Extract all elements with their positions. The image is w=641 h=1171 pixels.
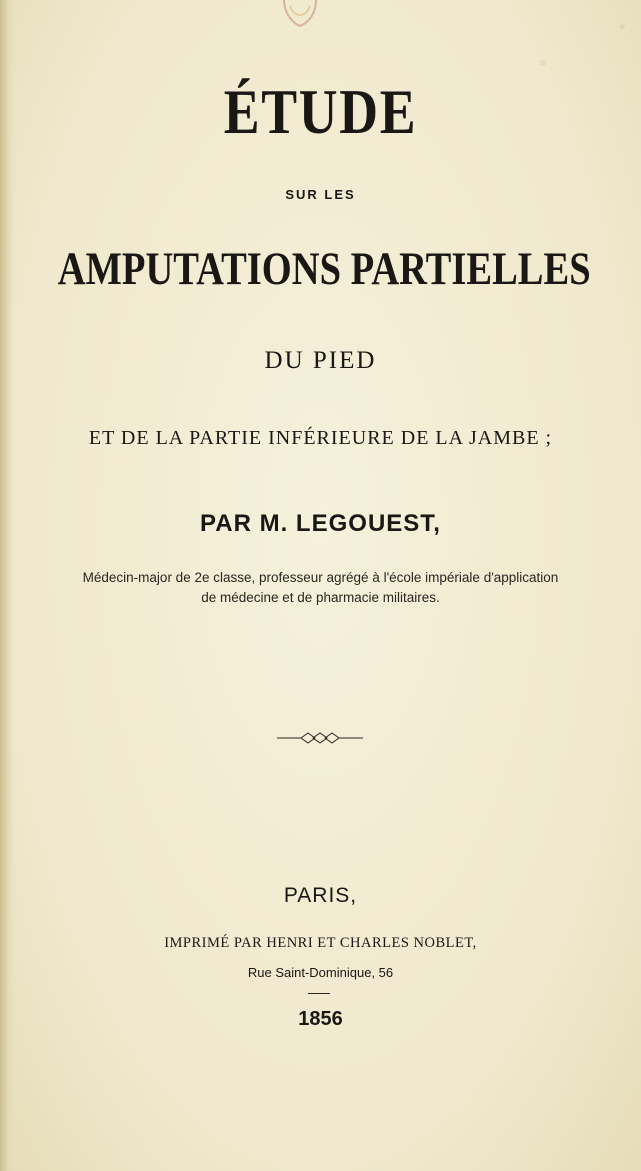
author-credentials <box>0 568 641 608</box>
archive-stamp-mark <box>278 0 322 36</box>
credentials-line-2: de médecine et de pharmacie militaires. <box>201 590 440 605</box>
divider <box>308 993 330 994</box>
document-title: ÉTUDE <box>223 76 418 147</box>
paper-stain <box>620 24 625 29</box>
printer-address: Rue Saint-Dominique, 56 <box>247 965 394 980</box>
publication-city: PARIS, <box>283 884 358 907</box>
paper-stain <box>540 60 546 66</box>
subtitle-connector: SUR LES <box>285 187 356 202</box>
subject-part: DU PIED <box>264 347 377 374</box>
ornament-rule-icon <box>277 730 363 746</box>
printer-line: IMPRIMÉ PAR HENRI ET CHARLES NOBLET, <box>164 935 477 951</box>
credentials-line-1: Médecin-major de 2e classe, professeur agrégé à l'école impériale d'application <box>82 570 559 585</box>
author-line: PAR M. LEGOUEST, <box>200 510 441 537</box>
publication-year: 1856 <box>298 1008 343 1030</box>
subject-extension: ET DE LA PARTIE INFÉRIEURE DE LA JAMBE ; <box>88 427 553 449</box>
main-subject: AMPUTATIONS PARTIELLES <box>57 243 591 295</box>
